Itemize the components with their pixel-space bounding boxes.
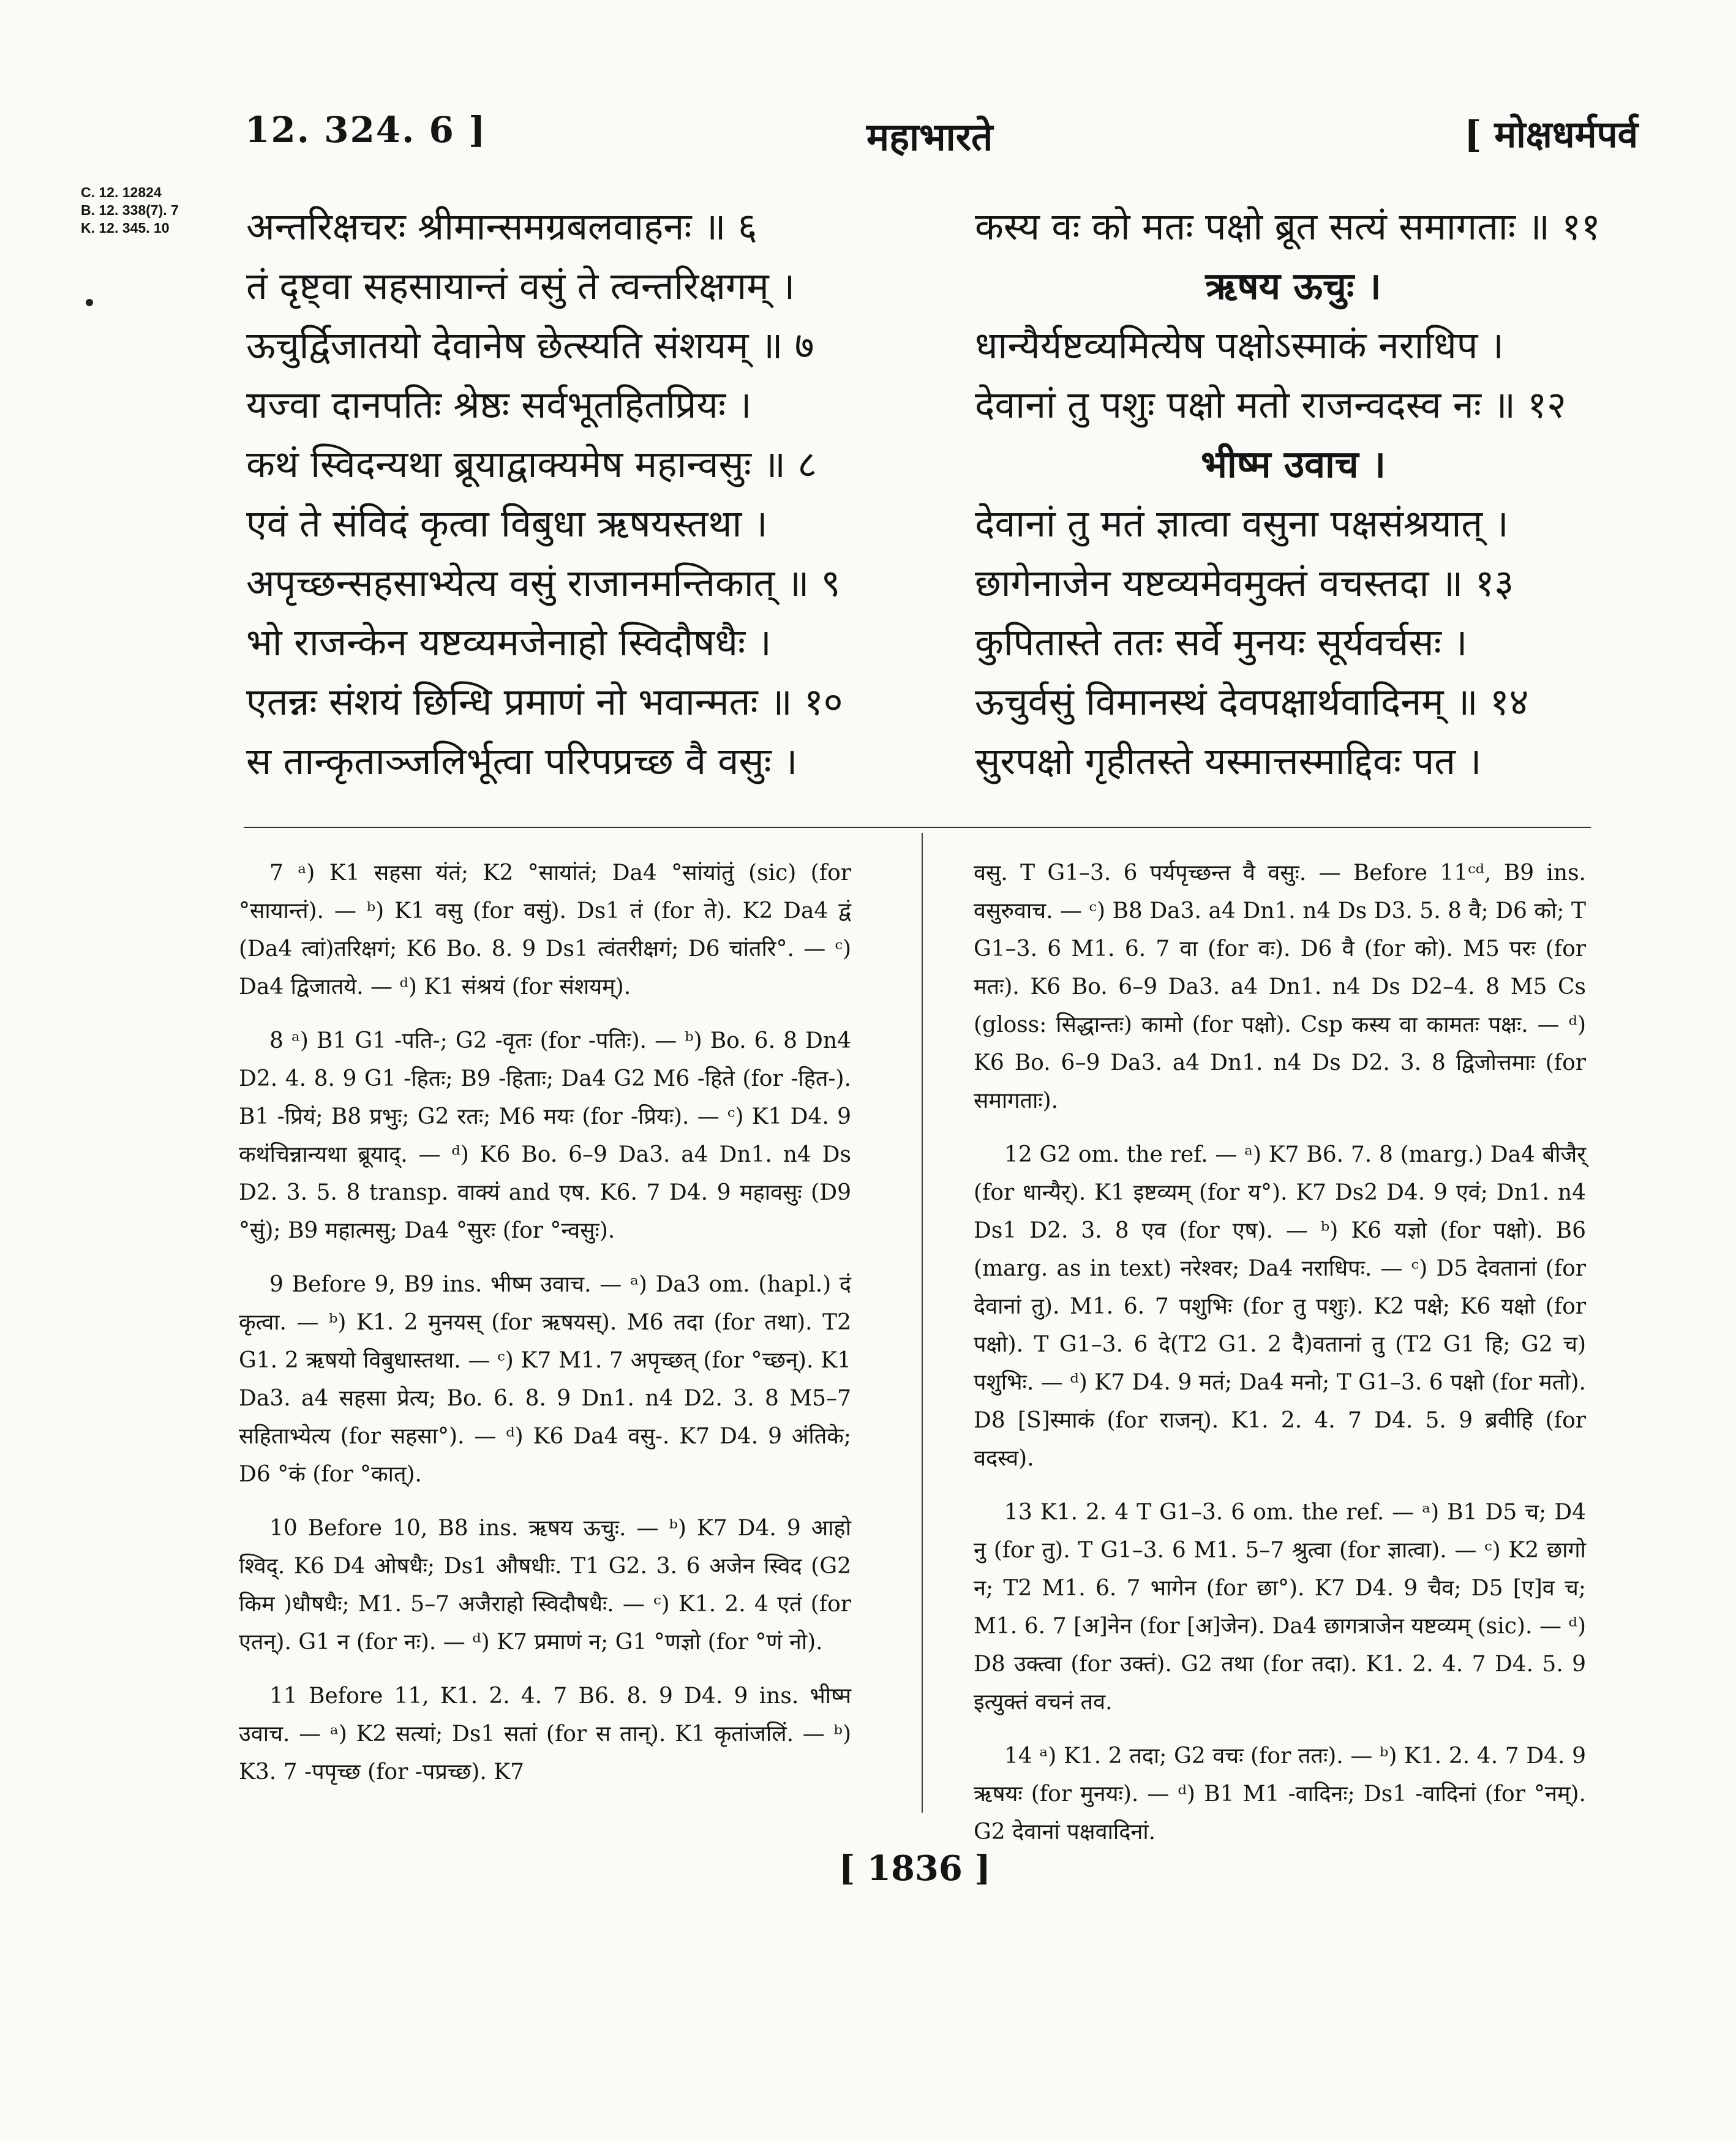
verse-line: यज्वा दानपतिः श्रेष्ठः सर्वभूतहितप्रियः । [246, 383, 752, 427]
verse-line: देवानां तु मतं ज्ञात्वा वसुना पक्षसंश्रयात् । [975, 502, 1509, 546]
verse-line: देवानां तु पशुः पक्षो मतो राजन्वदस्व नः ॥ १२ [975, 383, 1566, 427]
verse-line: कुपितास्ते ततः सर्वे मुनयः सूर्यवर्चसः । [975, 621, 1468, 664]
apparatus-note: 14 ᵃ) K1. 2 तदा; G2 वचः (for ततः). — ᵇ) K1. 2. 4. 7 D4. 9 ऋषयः (for मुनयः). — ᵈ) B1 M1 -वादिनः; Ds1 -वादिनां (for °नम्). G2 देवानां पक्षवादिनां. [974, 1744, 1586, 1845]
apparatus-note: 11 Before 11, K1. 2. 4. 7 B6. 8. 9 D4. 9 ins. भीष्म उवाच. — ᵃ) K2 सत्यां; Ds1 सतां (for स तान्). K1 कृतांजलिं. — ᵇ) K3. 7 -पपृच्छ (for -पप्रच्छ). K7 [239, 1684, 851, 1785]
apparatus-column-left [239, 854, 851, 1807]
verse-line: ऊचुर्द्विजातयो देवानेष छेत्स्यति संशयम् ॥ ७ [246, 324, 814, 367]
concordance-refs [81, 184, 179, 237]
verse-line: एवं ते संविदं कृत्वा विबुधा ऋषयस्तथा । [246, 502, 768, 546]
apparatus-note: 12 G2 om. the ref. — ᵃ) K7 B6. 7. 8 (marg.) Da4 बीजैर् (for धान्यैर्). K1 इष्टव्यम् (for य°). K7 Ds2 D4. 9 एवं; Dn1. n4 Ds1 D2. 3. 8 एव (for एष). — ᵇ) K6 यज्ञो (for पक्षो). B6 (marg. as in text) नरेश्वर; Da4 नराधिपः. — ᶜ) D5 देवतानां (for देवानां तु). M1. 6. 7 पशुभिः (for तु पशुः). K2 पक्षे; K6 यक्षो (for पक्षो). T G1–3. 6 दे(T2 G1. 2 दै)वतानां तु (T2 G1 हि; G2 च) पशुभिः. — ᵈ) K7 D4. 9 मतं; Da4 मनो; T G1–3. 6 पक्षो (for मतो). D8 [S]स्माकं (for राजन्). K1. 2. 4. 7 D4. 5. 9 ब्रवीहि (for वदस्व). [974, 1142, 1586, 1471]
concordance-ref: B. 12. 338(7). 7 [81, 202, 179, 218]
verse-line: भो राजन्केन यष्टव्यमजेनाहो स्विदौषधैः । [246, 621, 772, 664]
verse-line: अपृच्छन्सहसाभ्येत्य वसुं राजानमन्तिकात् ॥ ९ [246, 562, 841, 605]
verse-line: ऊचुर्वसुं विमानस्थं देवपक्षार्थवादिनम् ॥ १४ [975, 680, 1529, 724]
section-title: [ मोक्षधर्मपर्व [1464, 113, 1638, 156]
verse-line: तं दृष्ट्वा सहसायान्तं वसुं ते त्वन्तरिक्षगम् । [246, 265, 795, 308]
apparatus-note: 7 ᵃ) K1 सहसा यंतं; K2 °सायांतं; Da4 °सांयांतुं (sic) (for °सायान्तं). — ᵇ) K1 वसु (for वसुं). Ds1 तं (for ते). K2 Da4 द्वं (Da4 त्वां)तरिक्षगं; K6 Bo. 8. 9 Ds1 त्वंतरीक्षगं; D6 चांतरि°. — ᶜ) Da4 द्विजातये. — ᵈ) K1 संश्रयं (for संशयम्). [239, 860, 851, 999]
section-divider [244, 827, 1591, 828]
verse-line: अन्तरिक्षचरः श्रीमान्समग्रबलवाहनः ॥ ६ [246, 205, 757, 249]
page-reference: 12. 324. 6 ] [245, 109, 487, 151]
verse-line: छागेनाजेन यष्टव्यमेवमुक्तं वचस्तदा ॥ १३ [975, 562, 1514, 605]
apparatus-note: 8 ᵃ) B1 G1 -पति-; G2 -वृतः (for -पतिः). — ᵇ) Bo. 6. 8 Dn4 D2. 4. 8. 9 G1 -हितः; B9 -हिताः; Da4 G2 M6 -हिते (for -हित-). B1 -प्रियं; B8 प्रभुः; G2 रतः; M6 मयः (for -प्रियः). — ᶜ) K1 D4. 9 कथंचिन्नान्यथा ब्रूयाद्. — ᵈ) K6 Bo. 6–9 Da3. a4 Dn1. n4 Ds D2. 3. 5. 8 transp. वाक्यं and एष. K6. 7 D4. 9 महावसुः (D9 °सुं); B9 महात्मसु; Da4 °सुरः (for °न्वसुः). [239, 1028, 851, 1243]
verse-line: कथं स्विदन्यथा ब्रूयाद्वाक्यमेष महान्वसुः ॥ ८ [246, 443, 817, 486]
speaker-heading: ऋषय ऊचुः । [1205, 265, 1381, 308]
verse-line: सुरपक्षो गृहीतस्ते यस्मात्तस्माद्दिवः पत । [975, 740, 1482, 783]
concordance-ref: C. 12. 12824 [81, 184, 162, 200]
verse-column-left [246, 197, 843, 791]
apparatus-note: 13 K1. 2. 4 T G1–3. 6 om. the ref. — ᵃ) B1 D5 च; D4 नु (for तु). T G1–3. 6 M1. 5–7 श्रुत्वा (for ज्ञात्वा). — ᶜ) K2 छागो न; T2 M1. 6. 7 भागेन (for छा°). K7 D4. 9 चैव; D5 [ए]व च; M1. 6. 7 [अ]नेन (for [अ]जेन). Da4 छागत्राजेन यष्टव्यम् (sic). — ᵈ) D8 उक्त्वा (for उक्तं). G2 तथा (for तदा). K1. 2. 4. 7 D4. 5. 9 इत्युक्तं वचनं तव. [974, 1500, 1586, 1715]
concordance-ref: K. 12. 345. 10 [81, 220, 170, 236]
column-divider [922, 833, 923, 1813]
verse-line: धान्यैर्यष्टव्यमित्येष पक्षोऽस्माकं नराधिप । [975, 324, 1504, 367]
speaker-heading: भीष्म उवाच । [1201, 443, 1386, 486]
page-number: [ 1836 ] [839, 1848, 991, 1889]
verse-line: कस्य वः को मतः पक्षो ब्रूत सत्यं समागताः ॥ ११ [975, 205, 1601, 249]
apparatus-note: 9 Before 9, B9 ins. भीष्म उवाच. — ᵃ) Da3 om. (hapl.) दं कृत्वा. — ᵇ) K1. 2 मुनयस् (for ऋषयस्). M6 तदा (for तथा). T2 G1. 2 ऋषयो विबुधास्तथा. — ᶜ) K7 M1. 7 अपृच्छत् (for °च्छन्). K1 Da3. a4 सहसा प्रेत्य; Bo. 6. 8. 9 Dn1. n4 D2. 3. 8 M5–7 सहिताभ्येत्य (for सहसा°). — ᵈ) K6 Da4 वसु-. K7 D4. 9 अंतिके; D6 °कं (for °कात्). [239, 1272, 851, 1487]
page-title: महाभारते [866, 115, 993, 159]
apparatus-note: वसु. T G1–3. 6 पर्यपृच्छन्त वै वसुः. — Before 11ᶜᵈ, B9 ins. वसुरुवाच. — ᶜ) B8 Da3. a4 Dn1. n4 Ds D3. 5. 8 वै; D6 को; T G1–3. 6 M1. 6. 7 वा (for वः). D6 वै (for को). M5 परः (for मतः). K6 Bo. 6–9 Da3. a4 Dn1. n4 Ds D2–4. 8 M5 Cs (gloss: सिद्धान्तः) कामो (for पक्षो). Csp कस्य वा कामतः पक्षः. — ᵈ) K6 Bo. 6–9 Da3. a4 Dn1. n4 Ds D2. 3. 8 द्विजोत्तमाः (for समागताः). [974, 860, 1586, 1113]
verse-line: स तान्कृताञ्जलिर्भूत्वा परिपप्रच्छ वै वसुः । [246, 740, 798, 783]
margin-mark [86, 299, 93, 306]
apparatus-note: 10 Before 10, B8 ins. ऋषय ऊचुः. — ᵇ) K7 D4. 9 आहो श्विद्. K6 D4 ओषधैः; Ds1 औषधीः. T1 G2. 3. 6 अजेन स्विद (G2 किम )धौषधैः; M1. 5–7 अजैराहो स्विदौषधैः. — ᶜ) K1. 2. 4 एतं (for एतन्). G1 न (for नः). — ᵈ) K7 प्रमाणं न; G1 °णज्ञो (for °णं नो). [239, 1516, 851, 1655]
verse-line: एतन्नः संशयं छिन्धि प्रमाणं नो भवान्मतः ॥ १० [246, 680, 843, 724]
verse-column-right [975, 197, 1612, 791]
apparatus-column-right [974, 854, 1586, 1867]
